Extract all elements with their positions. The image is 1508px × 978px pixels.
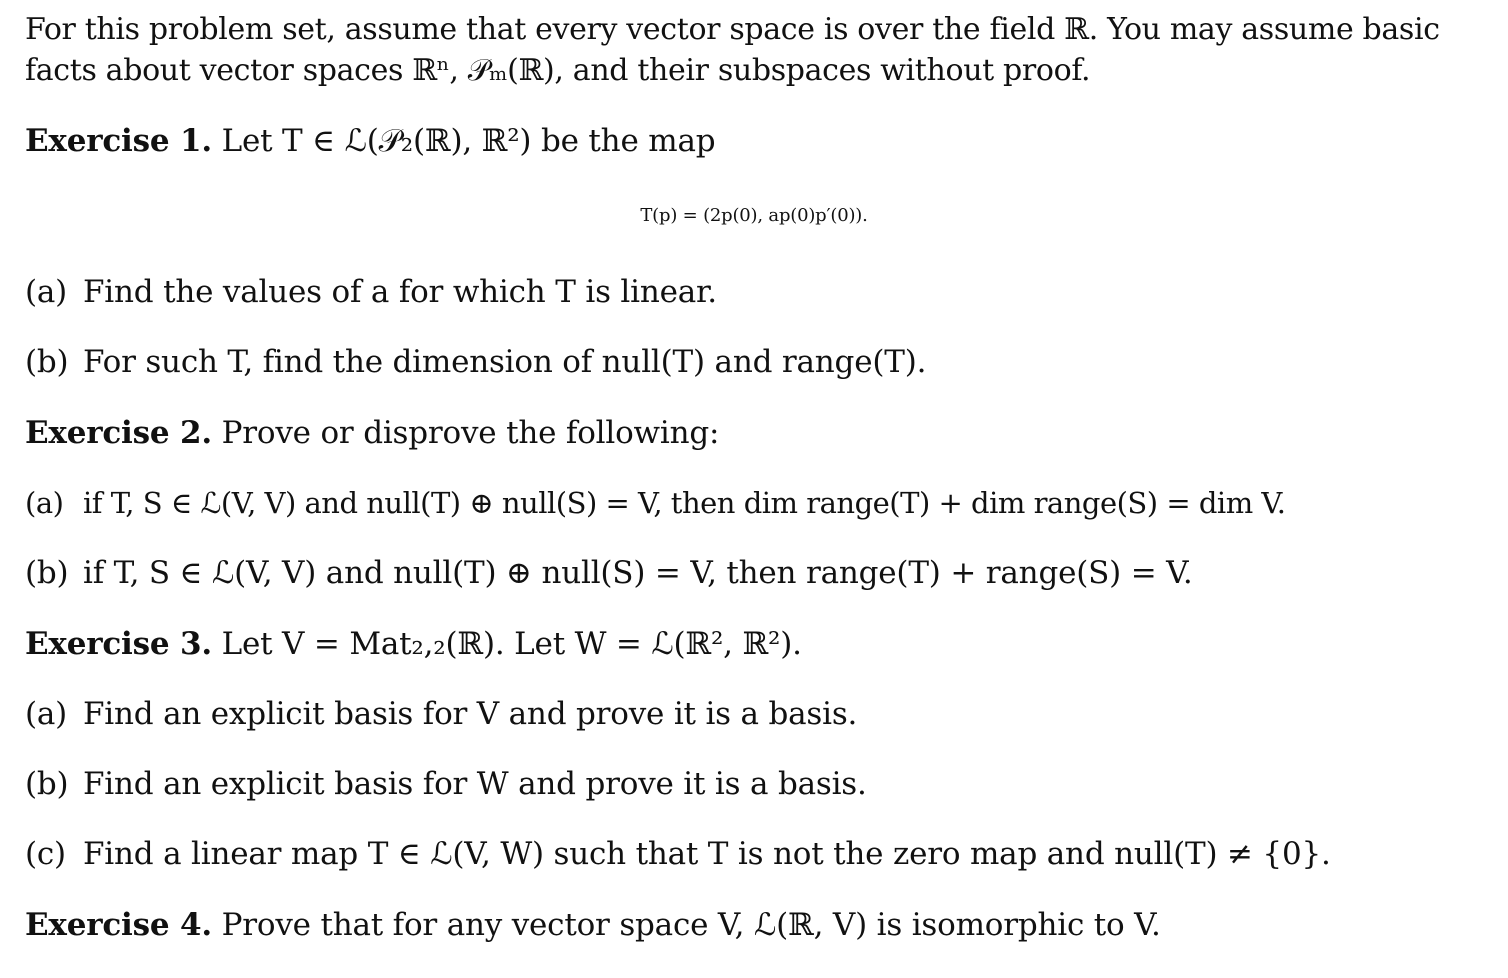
exercise-3-statement: Let V = Mat₂,₂(ℝ). Let W = ℒ(ℝ², ℝ²).: [221, 626, 802, 662]
part-label: (b): [25, 766, 69, 802]
part-text: Find a linear map T ∈ ℒ(V, W) such that T is not the zero map and null(T) ≠ {0}.: [83, 836, 1331, 872]
exercise-3-part-a: [25, 696, 857, 732]
exercise-1-statement: Let T ∈ ℒ(𝒫₂(ℝ), ℝ²) be the map: [221, 123, 716, 159]
intro-line-2: facts about vector spaces ℝⁿ, 𝒫ₘ(ℝ), and their subspaces without proof.: [25, 53, 1091, 88]
part-label: (b): [25, 555, 69, 591]
exercise-1-part-b: [25, 344, 926, 380]
part-text: if T, S ∈ ℒ(V, V) and null(T) ⊕ null(S) = V, then range(T) + range(S) = V.: [83, 555, 1193, 591]
exercise-4: [25, 907, 1161, 943]
exercise-1: [25, 123, 715, 159]
exercise-3: [25, 626, 802, 662]
part-label: (b): [25, 344, 69, 380]
exercise-3-part-b: [25, 766, 867, 802]
part-label: (a): [25, 696, 68, 732]
part-text: if T, S ∈ ℒ(V, V) and null(T) ⊕ null(S) = V, then dim range(T) + dim range(S) = dim V.: [83, 486, 1286, 520]
exercise-1-heading: Exercise 1.: [25, 123, 212, 159]
exercise-2-heading: Exercise 2.: [25, 415, 212, 451]
exercise-3-part-c: [25, 836, 1331, 872]
exercise-2-part-b: [25, 555, 1193, 591]
part-text: Find an explicit basis for W and prove it is a basis.: [83, 766, 867, 802]
part-label: (a): [25, 486, 64, 520]
exercise-4-statement: Prove that for any vector space V, ℒ(ℝ, V) is isomorphic to V.: [221, 907, 1161, 943]
part-text: Find the values of a for which T is linear.: [83, 274, 717, 310]
exercise-4-heading: Exercise 4.: [25, 907, 212, 943]
part-text: For such T, find the dimension of null(T) and range(T).: [83, 344, 927, 380]
exercise-2-statement: Prove or disprove the following:: [221, 415, 720, 451]
exercise-1-part-a: [25, 274, 717, 310]
exercise-1-display-equation: T(p) = (2p(0), ap(0)p′(0)).: [640, 205, 868, 226]
exercise-3-heading: Exercise 3.: [25, 626, 212, 662]
part-label: (a): [25, 274, 68, 310]
part-text: Find an explicit basis for V and prove it is a basis.: [83, 696, 858, 732]
exercise-2-part-a: [25, 485, 1286, 521]
part-label: (c): [25, 836, 66, 872]
exercise-2: [25, 415, 719, 451]
intro-line-1: For this problem set, assume that every vector space is over the field ℝ. You may assume basic: [25, 12, 1440, 47]
